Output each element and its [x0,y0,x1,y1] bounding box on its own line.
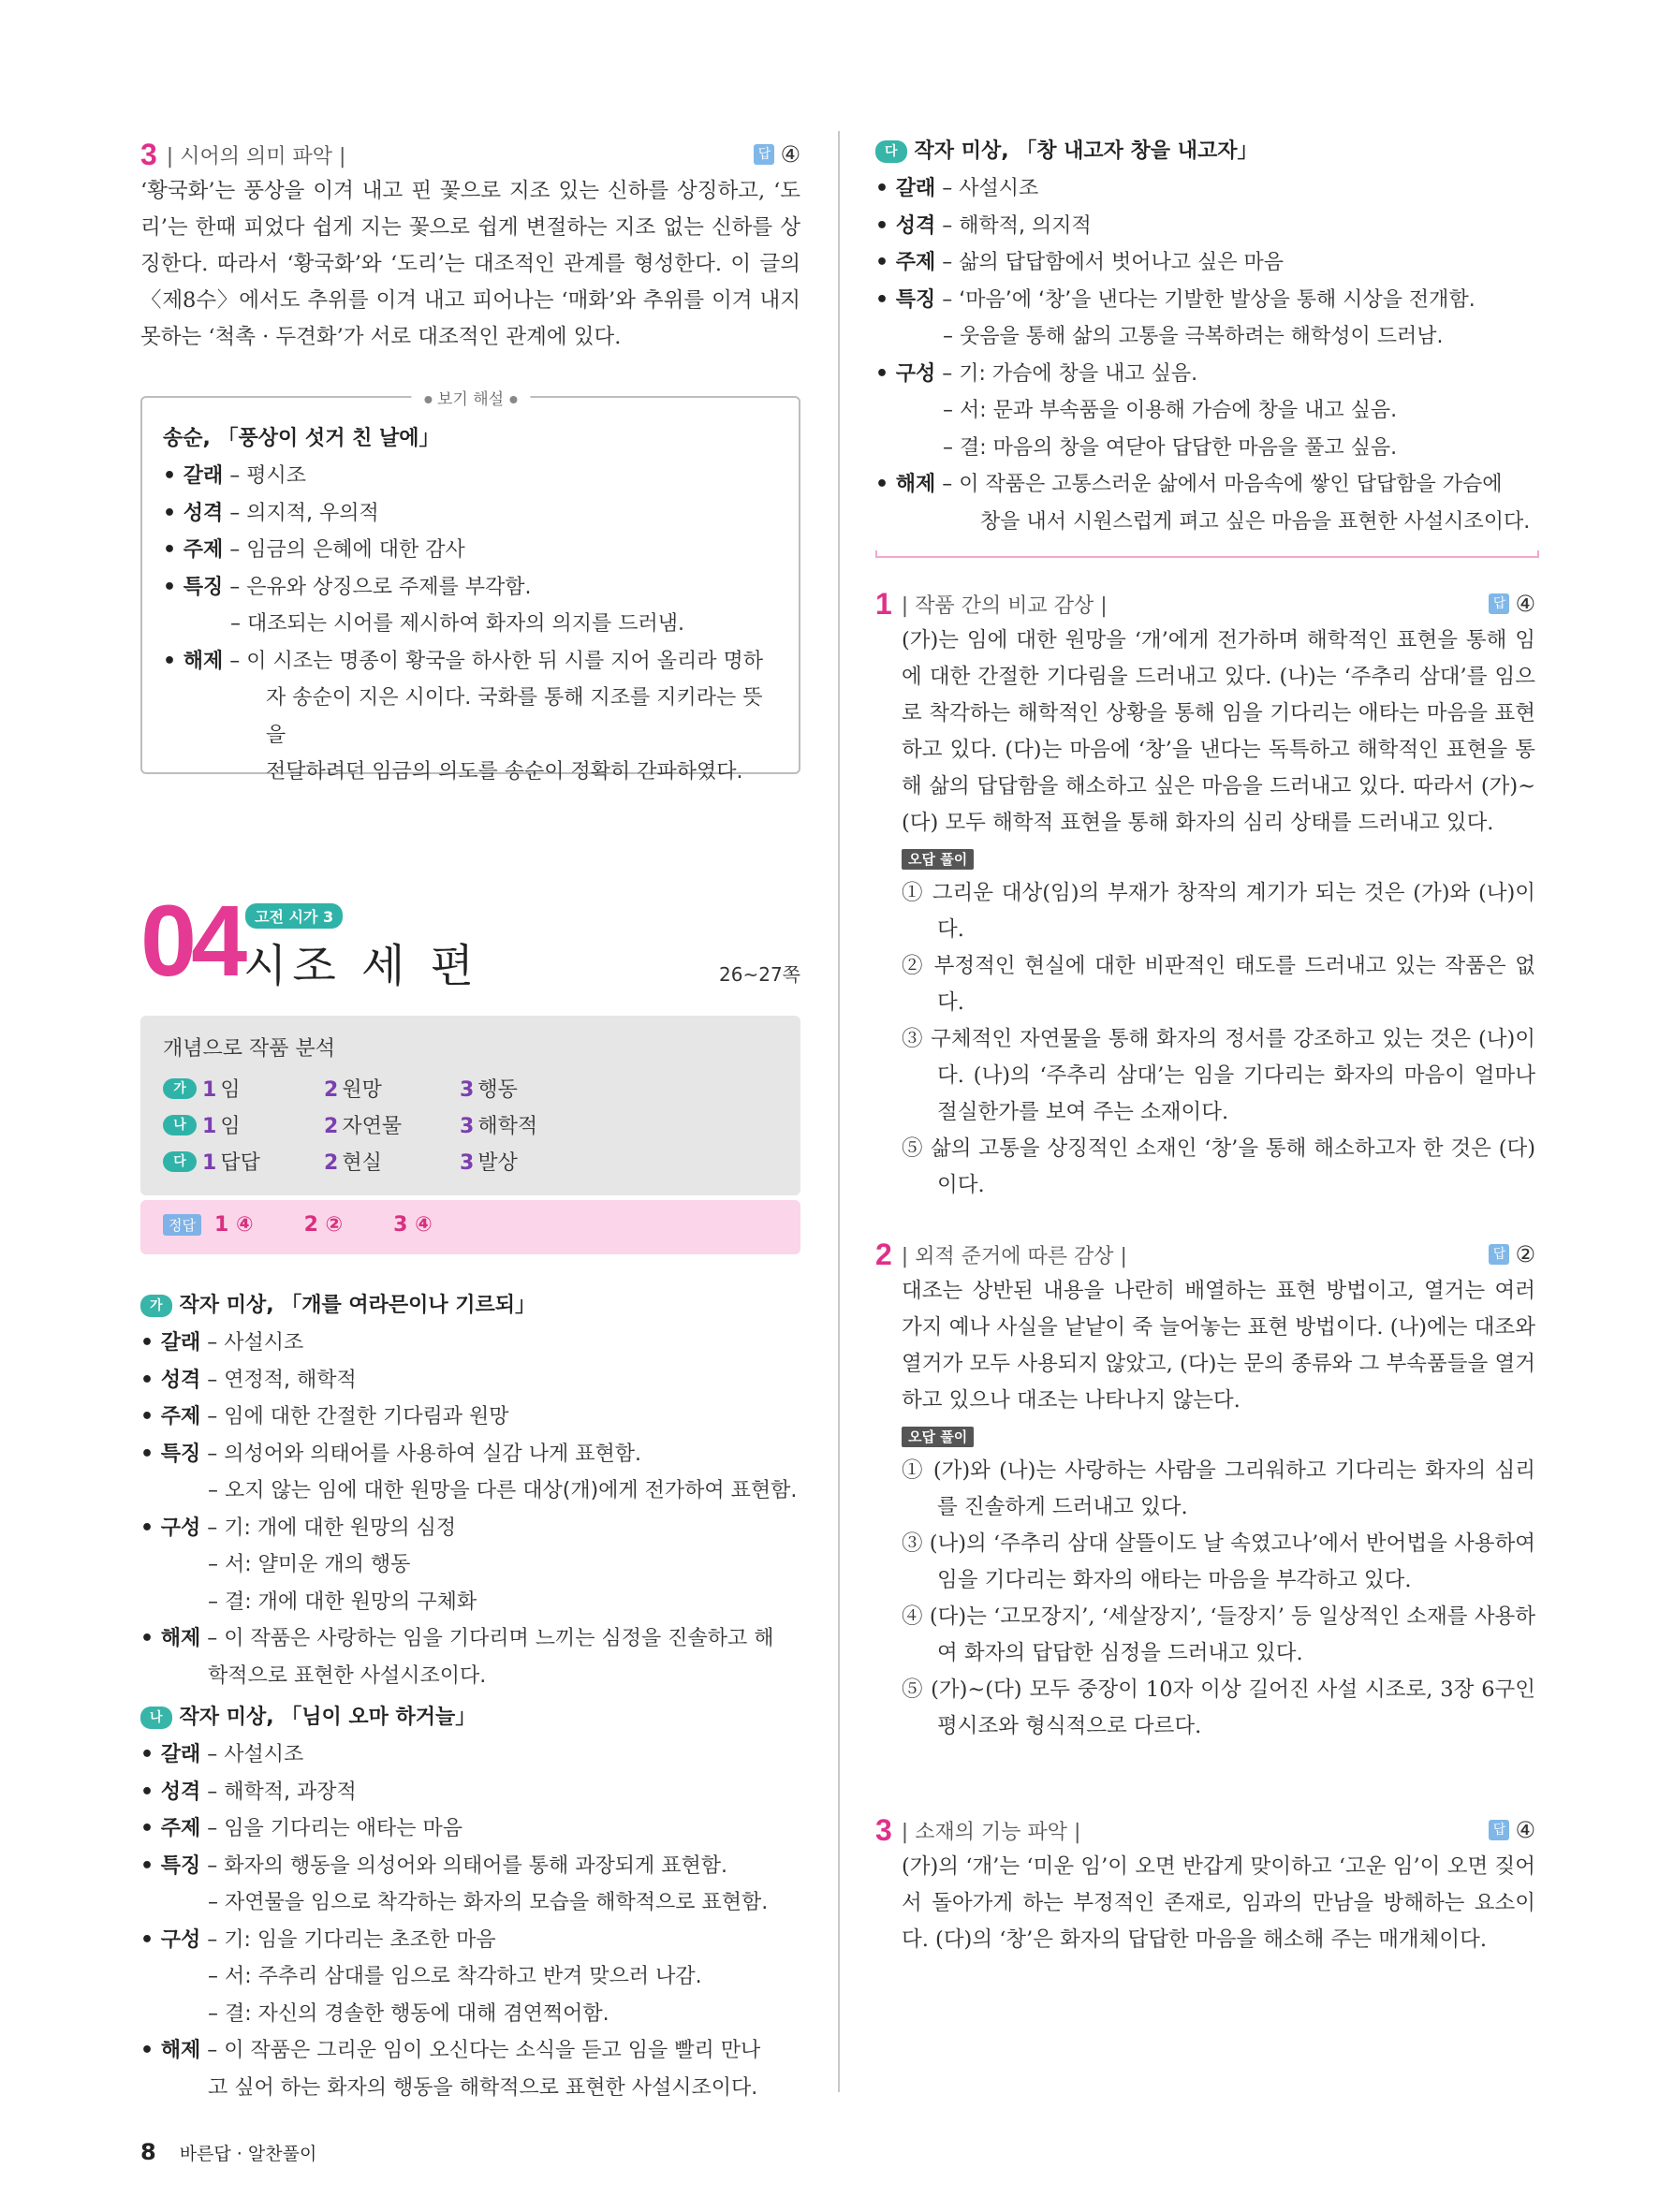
wrong-answer-option: ③ (나)의 ‘주추리 삼대 살뜰이도 날 속였고나’에서 반어법을 사용하여 임을 기다리는 화자의 애타는 마음을 부각하고 있다. [902,1531,1535,1592]
right-q3-section [875,1811,1535,1958]
answer-band [140,1200,800,1254]
question-number: 3 [875,1812,892,1847]
right-q1-section [875,585,1535,1204]
question-title: | 시어의 의미 파악 | [166,144,346,168]
bullet-line: – 웃음을 통해 삶의 고통을 극복하려는 해학성이 드러남. [943,325,1444,348]
wrong-answer-option: ③ 구체적인 자연물을 통해 화자의 정서를 강조하고 있는 것은 (나)이다. (나)의 ‘주추리 삼대’는 임을 기다리는 화자의 마음이 얼마나 절실한가를 보여 주는 소재이다. [902,1027,1535,1124]
unit-tag: 고전 시가 3 [245,903,343,929]
bullet-line: 고 싶어 하는 화자의 행동을 해학적으로 표현한 사설시조이다. [208,2075,758,2100]
answer-mark [1489,1817,1535,1843]
answer-value: ④ [1515,1817,1535,1843]
question-title: | 소재의 기능 파악 | [901,1820,1081,1844]
reference-box [140,390,800,784]
page-range: 26~27쪽 [719,963,800,986]
bullet-line: • 주제 – 임금의 은혜에 대한 감사 [163,538,465,562]
bullet-line: • 성격 – 연정적, 해학적 [140,1368,357,1392]
right-q2-section [875,1236,1535,1745]
work-tag: 다 [875,140,907,163]
concept-cell: 1 임 [202,1115,241,1138]
wrong-answer-label: 오답 풀이 [902,849,974,870]
answer-value: ④ [1515,591,1535,617]
question-title: | 외적 준거에 따른 감상 | [901,1244,1127,1268]
work-ga [140,1287,800,1694]
bullet-line: – 서: 문과 부속품을 이용해 가슴에 창을 내고 싶음. [943,399,1398,422]
bullet-line: • 주제 – 임에 대한 간절한 기다림과 원망 [140,1405,509,1428]
question-number: 1 [875,586,892,621]
question-number: 3 [140,137,157,171]
bullet-line: – 오지 않는 임에 대한 원망을 다른 대상(개)에게 전가하여 표현함. [208,1479,798,1502]
wrong-answer-option: ⑤ 삶의 고통을 상징적인 소재인 ‘창’을 통해 해소하고자 한 것은 (다)이다. [902,1136,1535,1197]
page-number: 8 [140,2139,156,2165]
left-q3-section [140,136,800,356]
wrong-answer-option: ① 그리운 대상(임)의 부재가 창작의 계기가 되는 것은 (가)와 (나)이다. [902,881,1535,942]
answer-mark [1489,1241,1535,1267]
answer-mark [1489,591,1535,617]
work-da [875,133,1535,540]
bullet-line: – 결: 개에 대한 원망의 구체화 [208,1589,477,1614]
concept-row [163,1143,778,1179]
question-title: | 작품 간의 비교 감상 | [901,593,1108,618]
explanation-text: (가)는 임에 대한 원망을 ‘개’에게 전가하며 해학적인 표현을 통해 임에 대한 간절한 기다림을 드러내고 있다. (나)는 ‘주추리 삼대’를 임으로 착각하는 해학적인 상황을 통해 임을 기다리는 애타는 마음을 표현하고 있다. (다)는 마음에 ‘창’을 낸다는 독특하고 해학적인 표현을 통해 삶의 답답함을 해소하고 싶은 마음을 드러내고 있다. 따라서 (가)~(다) 모두 해학적 표현을 통해 화자의 심리 상태를 드러내고 있다. [902,628,1535,835]
question-header [875,1236,1535,1273]
band-answer: 3 ④ [393,1213,433,1237]
answer-value: ② [1515,1241,1535,1267]
work-title: 송순, 「풍상이 섯거 친 날에」 [163,427,440,450]
concept-tag: 가 [163,1078,197,1099]
explanation-text: ‘황국화’는 풍상을 이겨 내고 핀 꽃으로 지조 있는 신하를 상징하고, ‘도리’는 한때 피었다 쉽게 지는 꽃으로 쉽게 변절하는 지조 없는 신하를 상징한다. 따라서 ‘황국화’와 ‘도리’는 대조적인 관계를 형성한다. 이 글의 〈제8수〉에서도 추위를 이겨 내고 피어나는 ‘매화’와 추위를 이겨 내지 못하는 ‘척촉 · 두견화’가 서로 대조적인 관계에 있다. [140,179,800,349]
bullet-line: • 해제 – 이 작품은 고통스러운 삶에서 마음속에 쌓인 답답함을 가슴에 [875,473,1503,496]
bullet-line: • 구성 – 기: 임을 기다리는 초조한 마음 [140,1927,496,1952]
concept-box [140,1016,800,1195]
footer [140,2139,316,2165]
work-tag: 가 [140,1295,172,1317]
bullet-line: 창을 내서 시원스럽게 펴고 싶은 마음을 표현한 사설시조이다. [980,509,1531,534]
answer-icon: 답 [1489,1244,1509,1265]
bullet-line: • 성격 – 해학적, 과장적 [140,1780,357,1804]
haeje-line: 전달하려던 임금의 의도를 송순이 정확히 간파하였다. [266,760,743,784]
concept-tag: 다 [163,1151,197,1172]
concept-cell: 3 행동 [460,1078,518,1102]
concept-cell: 2 현실 [324,1151,382,1175]
unit-title: 시조 세 편 [243,940,479,992]
wrong-answer-option: ④ (다)는 ‘고모장지’, ‘세살장지’, ‘들장지’ 등 일상적인 소재를 사용하여 화자의 답답한 심정을 드러내고 있다. [902,1604,1535,1665]
bullet-line: – 서: 주추리 삼대를 임으로 착각하고 반겨 맞으러 나감. [208,1965,702,1988]
haeje-line: 자 송순이 지은 시이다. 국화를 통해 지조를 지키라는 뜻을 [266,686,763,747]
answer-mark [754,141,800,168]
question-header [140,136,800,173]
wrong-answer-option: ① (가)와 (나)는 사랑하는 사람을 그리워하고 기다리는 화자의 심리를 진솔하게 드러내고 있다. [902,1458,1535,1519]
bullet-line: – 결: 마음의 창을 여닫아 답답한 마음을 풀고 싶음. [943,435,1398,460]
bullet-line: • 성격 – 의지적, 우의적 [163,501,379,525]
work-title: 가 작자 미상, 「개를 여라믄이나 기르되」 [140,1287,800,1325]
bullet-line: 학적으로 표현한 사설시조이다. [208,1663,487,1688]
wrong-answer-option: ⑤ (가)~(다) 모두 중장이 10자 이상 길어진 사설 시조로, 3장 6구인 평시조와 형식적으로 다르다. [902,1677,1535,1738]
bullet-line: • 성격 – 해학적, 의지적 [875,213,1092,238]
bullet-line: • 특징 – 의성어와 의태어를 사용하여 실감 나게 표현함. [140,1442,641,1466]
bullet-line: • 갈래 – 사설시조 [875,177,1039,200]
bullet-line: • 구성 – 기: 개에 대한 원망의 심정 [140,1516,457,1540]
bullet-line: • 갈래 – 평시조 [163,464,306,488]
explanation-text: 대조는 상반된 내용을 나란히 배열하는 표현 방법이고, 열거는 여러 가지 예나 사실을 낱낱이 죽 늘어놓는 표현 방법이다. (나)에는 대조와 열거가 모두 사용되지 않았고, (다)는 문의 종류와 그 부속품들을 열거하고 있으나 대조는 나타나지 않는다. [902,1279,1535,1413]
bullet-line: • 주제 – 임을 기다리는 애타는 마음 [140,1817,462,1840]
bullet-line: • 구성 – 기: 가슴에 창을 내고 싶음. [875,361,1198,386]
bullet-line: • 주제 – 삶의 답답함에서 벗어나고 싶은 마음 [875,251,1284,274]
bullet-line: • 특징 – ‘마음’에 ‘창’을 낸다는 기발한 발상을 통해 시상을 전개함. [875,287,1475,312]
unit-number: 04 [140,884,242,997]
bullet-line: • 갈래 – 사설시조 [140,1331,304,1355]
answer-chip: 정답 [163,1214,201,1236]
work-title: 다 작자 미상, 「창 내고자 창을 내고자」 [875,133,1535,170]
feature-sub: – 대조되는 시어를 제시하여 화자의 의지를 드러냄. [230,612,684,636]
band-answer: 1 ④ [213,1213,254,1237]
concept-cell: 2 자연물 [324,1115,403,1138]
bullet-line: – 서: 얄미운 개의 행동 [208,1553,411,1576]
question-header [875,1811,1535,1849]
column-divider [838,131,840,2092]
footer-text: 바른답 · 알찬풀이 [179,2144,317,2164]
answer-icon: 답 [1489,593,1509,614]
bullet-line: – 자연물을 임으로 착각하는 화자의 모습을 해학적으로 표현함. [208,1891,769,1914]
work-na [140,1699,800,2106]
concept-row [163,1070,778,1106]
concept-cell: 2 원망 [324,1078,382,1102]
explanation-text: (가)의 ‘개’는 ‘미운 임’이 오면 반갑게 맞이하고 ‘고운 임’이 오면 짖어서 돌아가게 하는 부정적인 존재로, 임과의 만남을 방해하는 요소이다. (다)의 ‘창’은 화자의 답답한 마음을 해소해 주는 매개체이다. [902,1854,1535,1952]
wrong-answer-label: 오답 풀이 [902,1427,974,1447]
work-tag: 나 [140,1707,172,1729]
section-rule [875,550,1539,558]
concept-cell: 1 임 [202,1078,241,1102]
concept-cell: 3 발상 [460,1151,518,1175]
answer-value: ④ [780,141,800,168]
band-answer: 2 ② [303,1213,344,1237]
concept-title: 개념으로 작품 분석 [163,1037,336,1061]
concept-cell: 3 해학적 [460,1115,538,1138]
bullet-line: • 갈래 – 사설시조 [140,1743,304,1766]
concept-tag: 나 [163,1115,197,1135]
question-header [875,585,1535,623]
wrong-answer-option: ② 부정적인 현실에 대한 비판적인 태도를 드러내고 있는 작품은 없다. [902,954,1535,1015]
bullet-line: – 결: 자신의 경솔한 행동에 대해 겸연쩍어함. [208,2001,609,2026]
answer-icon: 답 [1489,1820,1509,1840]
concept-row [163,1106,778,1143]
bullet-line: • 해제 – 이 작품은 사랑하는 임을 기다리며 느끼는 심정을 진솔하고 해 [140,1627,774,1650]
question-number: 2 [875,1237,892,1271]
haeje-line: • 해제 – 이 시조는 명종이 황국을 하사한 뒤 시를 지어 올리라 명하 [163,649,763,673]
work-title: 나 작자 미상, 「님이 오마 하거늘」 [140,1699,800,1736]
bullet-line: • 특징 – 화자의 행동을 의성어와 의태어를 통해 과장되게 표현함. [140,1853,727,1878]
bullet-line: • 해제 – 이 작품은 그리운 임이 오신다는 소식을 듣고 임을 빨리 만나 [140,2039,761,2062]
unit-header [140,884,800,997]
answer-icon: 답 [754,144,774,165]
box-label: 보기 해설 [411,386,530,409]
concept-cell: 1 답답 [202,1151,260,1175]
bullet-line: • 특징 – 은유와 상징으로 주제를 부각함. [163,575,532,599]
